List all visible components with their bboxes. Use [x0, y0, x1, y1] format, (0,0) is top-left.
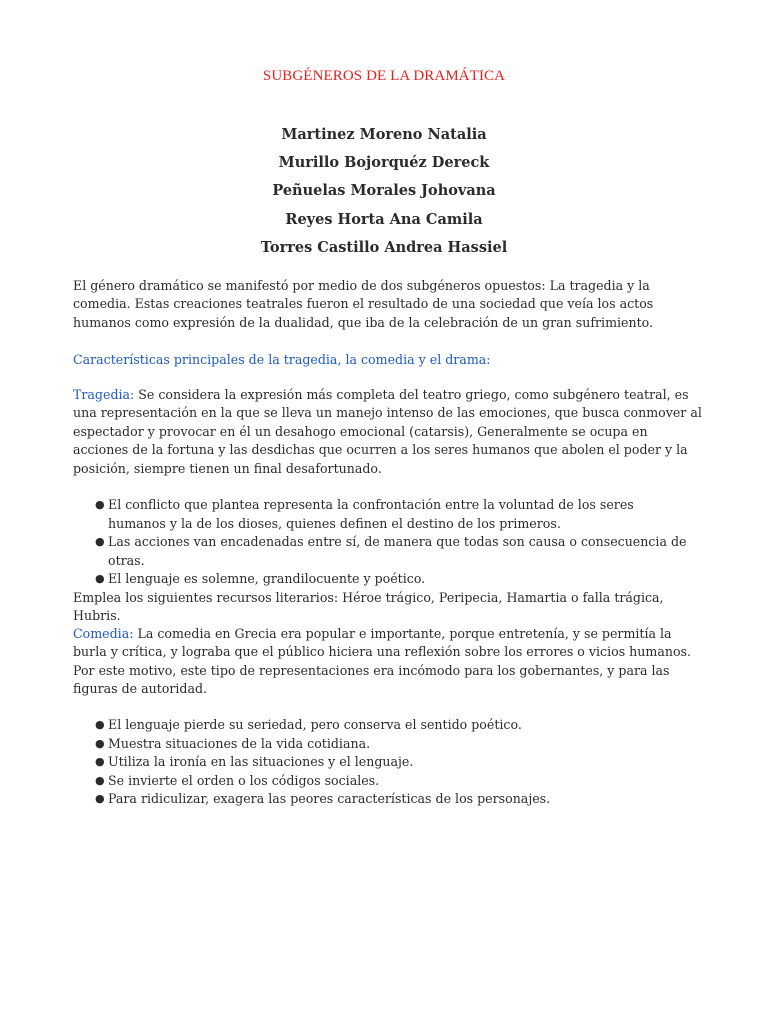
document-title: SUBGÉNEROS DE LA DRAMÁTICA [262, 68, 506, 84]
bullet-icon: ● [95, 498, 105, 511]
list-item [95, 772, 695, 791]
list-item [95, 533, 695, 570]
comedia-bullet-list [95, 716, 695, 809]
list-item [95, 735, 695, 754]
author-name: Reyes Horta Ana Camila [285, 210, 483, 228]
tragedia-paragraph [73, 386, 703, 478]
features-heading: Características principales de la tragedia, la comedia y el drama: [73, 352, 491, 367]
list-item [95, 716, 695, 735]
bullet-icon: ● [95, 773, 105, 787]
list-item [95, 790, 695, 809]
author-name: Martinez Moreno Natalia [281, 126, 487, 143]
comedia-label: Comedia: [73, 626, 134, 641]
author-name: Murillo Bojorquéz Dereck [278, 154, 490, 172]
tragedia-bullet-list [95, 496, 695, 589]
list-item-text: Para ridiculizar, exagera las peores características de los personajes. [108, 791, 551, 807]
list-item [95, 753, 695, 772]
list-item-text: Las acciones van encadenadas entre sí, de manera que todas son causa o consecuencia de otras. [108, 534, 687, 568]
list-item [95, 496, 695, 533]
bullet-icon: ● [95, 572, 105, 586]
list-item-text: Muestra situaciones de la vida cotidiana. [108, 735, 371, 751]
list-item [95, 570, 695, 589]
recursos-paragraph: Emplea los siguientes recursos literarios: Héroe trágico, Peripecia, Hamartia o falla trágica, Hubris. [73, 590, 664, 624]
bullet-icon: ● [95, 755, 105, 769]
bullet-icon: ● [95, 535, 105, 549]
bullet-icon: ● [95, 736, 105, 750]
author-list [0, 124, 768, 265]
comedia-text: La comedia en Grecia era popular e importante, porque entretenía, y se permitía la burla y crítica, y lograba que el público hiciera una reflexión sobre los errores o vicios humanos. Por este motivo, este tipo de representaciones era incómodo para los gobernantes, y para las figuras de autoridad. [73, 626, 691, 697]
bullet-icon: ● [95, 792, 105, 806]
list-item-text: El lenguaje pierde su seriedad, pero conserva el sentido poético. [108, 717, 522, 732]
list-item-text: El conflicto que plantea representa la confrontación entre la voluntad de los seres humanos y la de los dioses, quienes definen el destino de los primeros. [108, 497, 634, 531]
author-name: Peñuelas Morales Johovana [272, 182, 496, 200]
author-name: Torres Castillo Andrea Hassiel [260, 238, 508, 256]
tragedia-label: Tragedia: [73, 387, 135, 402]
comedia-paragraph [73, 625, 703, 699]
intro-paragraph: El género dramático se manifestó por medio de dos subgéneros opuestos: La tragedia y la comedia. Estas creaciones teatrales fueron el resultado de una sociedad que veía los actos humanos como expresión de la dualidad, que iba de la celebración de un gran sufrimiento. [73, 278, 654, 330]
list-item-text: Utiliza la ironía en las situaciones y el lenguaje. [108, 754, 414, 770]
list-item-text: El lenguaje es solemne, grandilocuente y poético. [108, 571, 426, 587]
list-item-text: Se invierte el orden o los códigos sociales. [108, 772, 380, 788]
bullet-icon: ● [95, 718, 105, 731]
tragedia-text: Se considera la expresión más completa del teatro griego, como subgénero teatral, es una representación en la que se lleva un manejo intenso de las emociones, que busca conmover al espectador y provocar en él un desahogo emocional (catarsis), Generalmente se ocupa en acciones de la fortuna y las desdichas que ocurren a los seres humanos que abolen el poder y la posición, siempre tienen un final desafortunado. [73, 387, 702, 476]
